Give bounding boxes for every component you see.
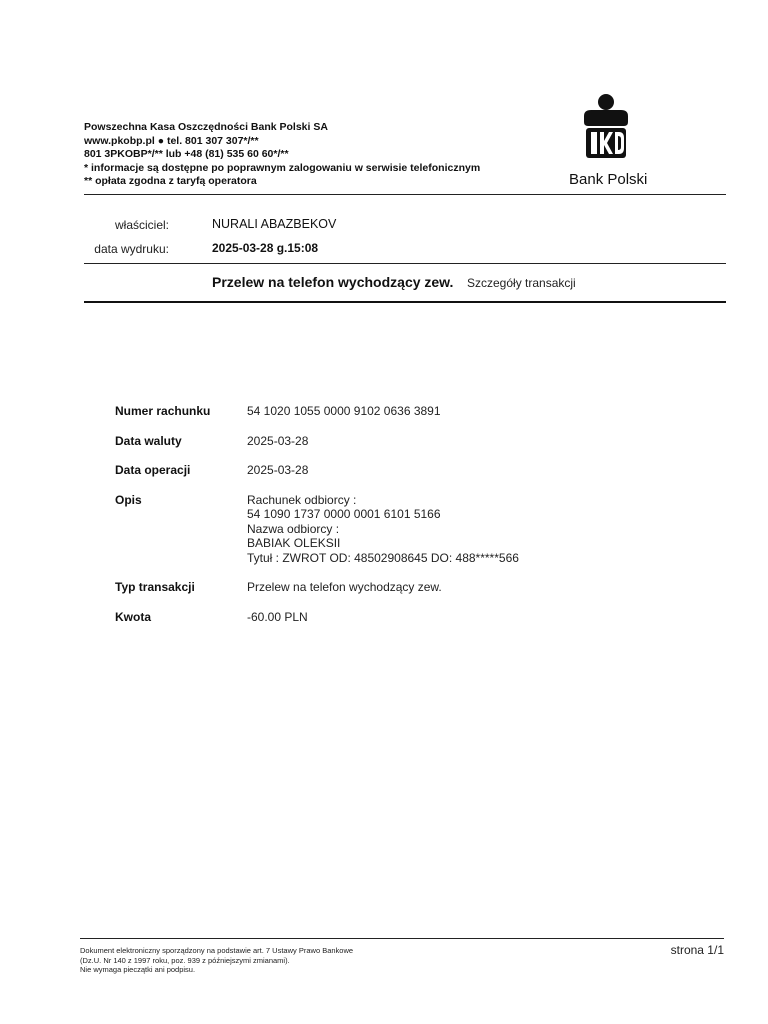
description-line: Nazwa odbiorcy : (247, 521, 340, 536)
description-line: BABIAK OLEKSII (247, 536, 341, 550)
print-date-value: 2025-03-28 g.15:08 (212, 241, 319, 255)
owner-label: właściciel: (114, 218, 169, 232)
amount-label: Kwota (115, 609, 151, 624)
footer-divider (80, 938, 724, 939)
detail-row-type (115, 580, 675, 595)
page-number: strona 1/1 (670, 943, 724, 957)
logo-bank-polski-text: Bank Polski (569, 171, 648, 188)
type-value: Przelew na telefon wychodzący zew. (247, 580, 442, 594)
page-title: Przelew na telefon wychodzący zew. (212, 274, 454, 290)
detail-row-account (115, 404, 675, 419)
print-date-label: data wydruku: (94, 242, 169, 256)
bank-header-info (84, 121, 480, 189)
owner-value: NURALI ABAZBEKOV (212, 217, 337, 231)
value-date-label: Data waluty (115, 433, 182, 448)
description-line: Rachunek odbiorcy : (247, 492, 357, 507)
detail-row-value-date (115, 434, 675, 449)
page-subtitle: Szczegóły transakcji (467, 276, 576, 290)
detail-row-operation-date (115, 463, 675, 478)
meta-divider (84, 263, 726, 264)
header-divider (84, 194, 726, 195)
bank-website-phone: www.pkobp.pl ● tel. 801 307 307*/** (84, 134, 259, 147)
description-label: Opis (115, 492, 142, 507)
title-divider (84, 301, 726, 303)
description-line: Tytuł : ZWROT OD: 48502908645 DO: 488*****566 (247, 550, 519, 565)
detail-row-description (115, 493, 675, 566)
operation-date-label: Data operacji (115, 463, 191, 477)
description-line: 54 1090 1737 0000 0001 6101 5166 (247, 507, 441, 521)
pko-piggybank-logo-icon (582, 92, 640, 160)
bank-note-1: * informacje są dostępne po poprawnym zalogowaniu w serwisie telefonicznym (84, 161, 481, 174)
description-value (247, 493, 519, 566)
footer-line: Dokument elektroniczny sporządzony na podstawie art. 7 Ustawy Prawo Bankowe (80, 946, 354, 955)
footer-line: (Dz.U. Nr 140 z 1997 roku, poz. 939 z późniejszymi zmianami). (80, 955, 290, 965)
type-label: Typ transakcji (115, 580, 195, 594)
account-label: Numer rachunku (115, 404, 211, 418)
pko-logo (566, 92, 656, 188)
bank-phone-alt: 801 3PKOBP*/** lub +48 (81) 535 60 60*/** (84, 148, 289, 160)
bank-name: Powszechna Kasa Oszczędności Bank Polski SA (84, 121, 328, 133)
detail-row-amount (115, 610, 675, 625)
account-value: 54 1020 1055 0000 9102 0636 3891 (247, 404, 441, 418)
amount-value: -60.00 PLN (247, 609, 308, 624)
transaction-details (115, 404, 675, 624)
footer-line: Nie wymaga pieczątki ani podpisu. (80, 965, 196, 974)
value-date-value: 2025-03-28 (247, 433, 309, 448)
footer-legal-note (80, 946, 353, 975)
bank-note-2: ** opłata zgodna z taryfą operatora (84, 175, 257, 187)
operation-date-value: 2025-03-28 (247, 463, 309, 477)
